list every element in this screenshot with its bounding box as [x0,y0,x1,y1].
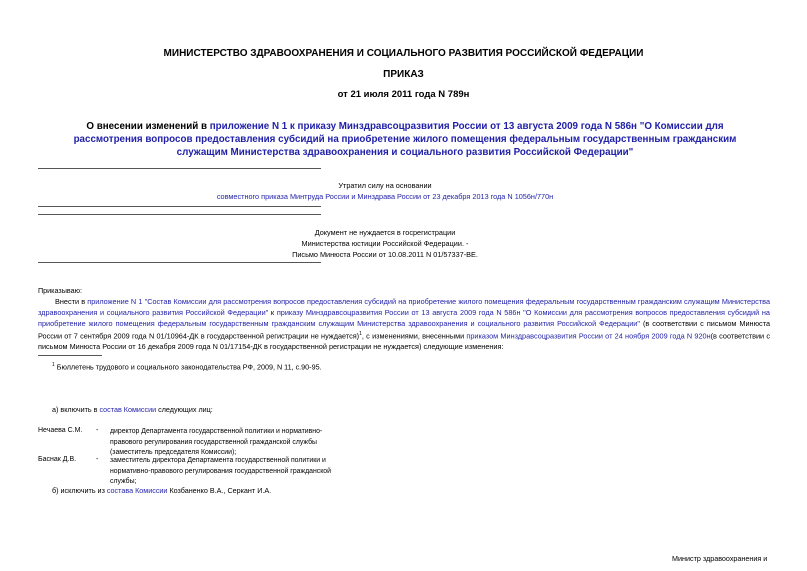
divider [38,262,321,263]
registration-line-3: Письмо Минюста России от 10.08.2011 N 01/57337-ВЕ. [292,250,478,259]
main-paragraph [38,296,770,352]
member-dash: - [96,456,99,463]
divider [38,168,321,169]
paragraph-text: Внести в [55,297,88,306]
document-type: ПРИКАЗ [383,69,424,80]
member-dash: - [96,427,99,434]
registration-line-2: Министерства юстиции Российской Федерации. - [301,239,469,248]
footnote-divider [38,355,102,356]
document-title [70,120,740,159]
member-description: заместитель директора Департамента государственной политики и нормативно-правового регулирования государственной гражданской службы; [110,457,331,485]
status-note [180,180,590,202]
paragraph-text: (в соответствии с письмом Минюста России от 7 сентября 2009 года N 01/10964-ДК в государственной регистрации не нуждается) [38,319,771,341]
item-a [52,404,213,415]
member-name: Нечаева С.М. [38,427,83,434]
item-b-text: б) исключить из [52,486,107,495]
signature: Министр здравоохранения и [672,554,768,563]
order-586n-link[interactable]: приказу Минздравсоцразвития России от 13 августа 2009 года N 586н "О Комиссии для рассмотрения вопросов предоставления субсидий на приобретение жилого помещения федеральным государственным гражданским служащим Министерства здравоохранения и социального развития Российской Федерации" [38,308,770,328]
footnote-marker: 1 [52,362,55,368]
commission-link[interactable]: состав Комиссии [99,405,157,414]
item-a-text: а) включить в [52,405,100,414]
commission-link[interactable]: состава Комиссии [106,486,168,495]
paragraph-text: , с изменениями, внесенными [361,331,467,341]
status-note-text: Утратил силу на основании [338,181,432,190]
footnote-ref: 1 [359,331,362,337]
footnote-text: Бюллетень трудового и социального законодательства РФ, 2009, N 11, с.90-95. [54,362,322,372]
title-link[interactable]: приложение N 1 к приказу Минздравсоцразвития России от 13 августа 2009 года N 586н "О Комиссии для рассмотрения вопросов предоставления субсидий на приобретение жилого помещения федеральным государственным гражданским служащим Министерства здравоохранения и социального развития Российской Федерации" [73,121,737,158]
status-note-link[interactable]: совместного приказа Минтруда России и Минздрава России от 23 декабря 2013 года N 1056н/770н [216,192,554,201]
order-word: Приказываю: [38,286,82,295]
ministry-heading: МИНИСТЕРСТВО ЗДРАВООХРАНЕНИЯ И СОЦИАЛЬНОГО РАЗВИТИЯ РОССИЙСКОЙ ФЕДЕРАЦИИ [163,48,644,59]
registration-line-1: Документ не нуждается в госрегистрации [314,228,456,237]
member-description: директор Департамента государственной политики и нормативно-правового регулирования государственной гражданской службы (заместитель председателя Комиссии); [110,428,323,456]
item-a-text: следующих лиц: [156,405,213,414]
paragraph-text: (в соответствии с письмом Минюста России от 16 декабря 2009 года N 01/17154-ДК в государственной регистрации не нуждается) следующие изменения: [38,331,770,352]
paragraph-text: к [268,308,277,317]
document-date: от 21 июля 2011 года N 789н [337,89,470,100]
registration-note [180,227,590,260]
divider [38,206,321,207]
item-b-text: Козбаненко В.А., Серкант И.А. [167,486,272,495]
divider [38,214,321,215]
title-prefix: О внесении изменений в [86,121,210,132]
member-name: Баснак Д.В. [38,456,77,463]
item-b [52,485,271,496]
footnote [52,360,322,372]
order-920n-link[interactable]: приказом Минздравсоцразвития России от 24 ноября 2009 года N 920н [466,331,711,341]
appendix-link[interactable]: приложение N 1 "Состав Комиссии для рассмотрения вопросов предоставления субсидий на приобретение жилого помещения федеральным государственным гражданским служащим Министерства здравоохранения и социального развития Российской Федерации" [38,297,770,317]
